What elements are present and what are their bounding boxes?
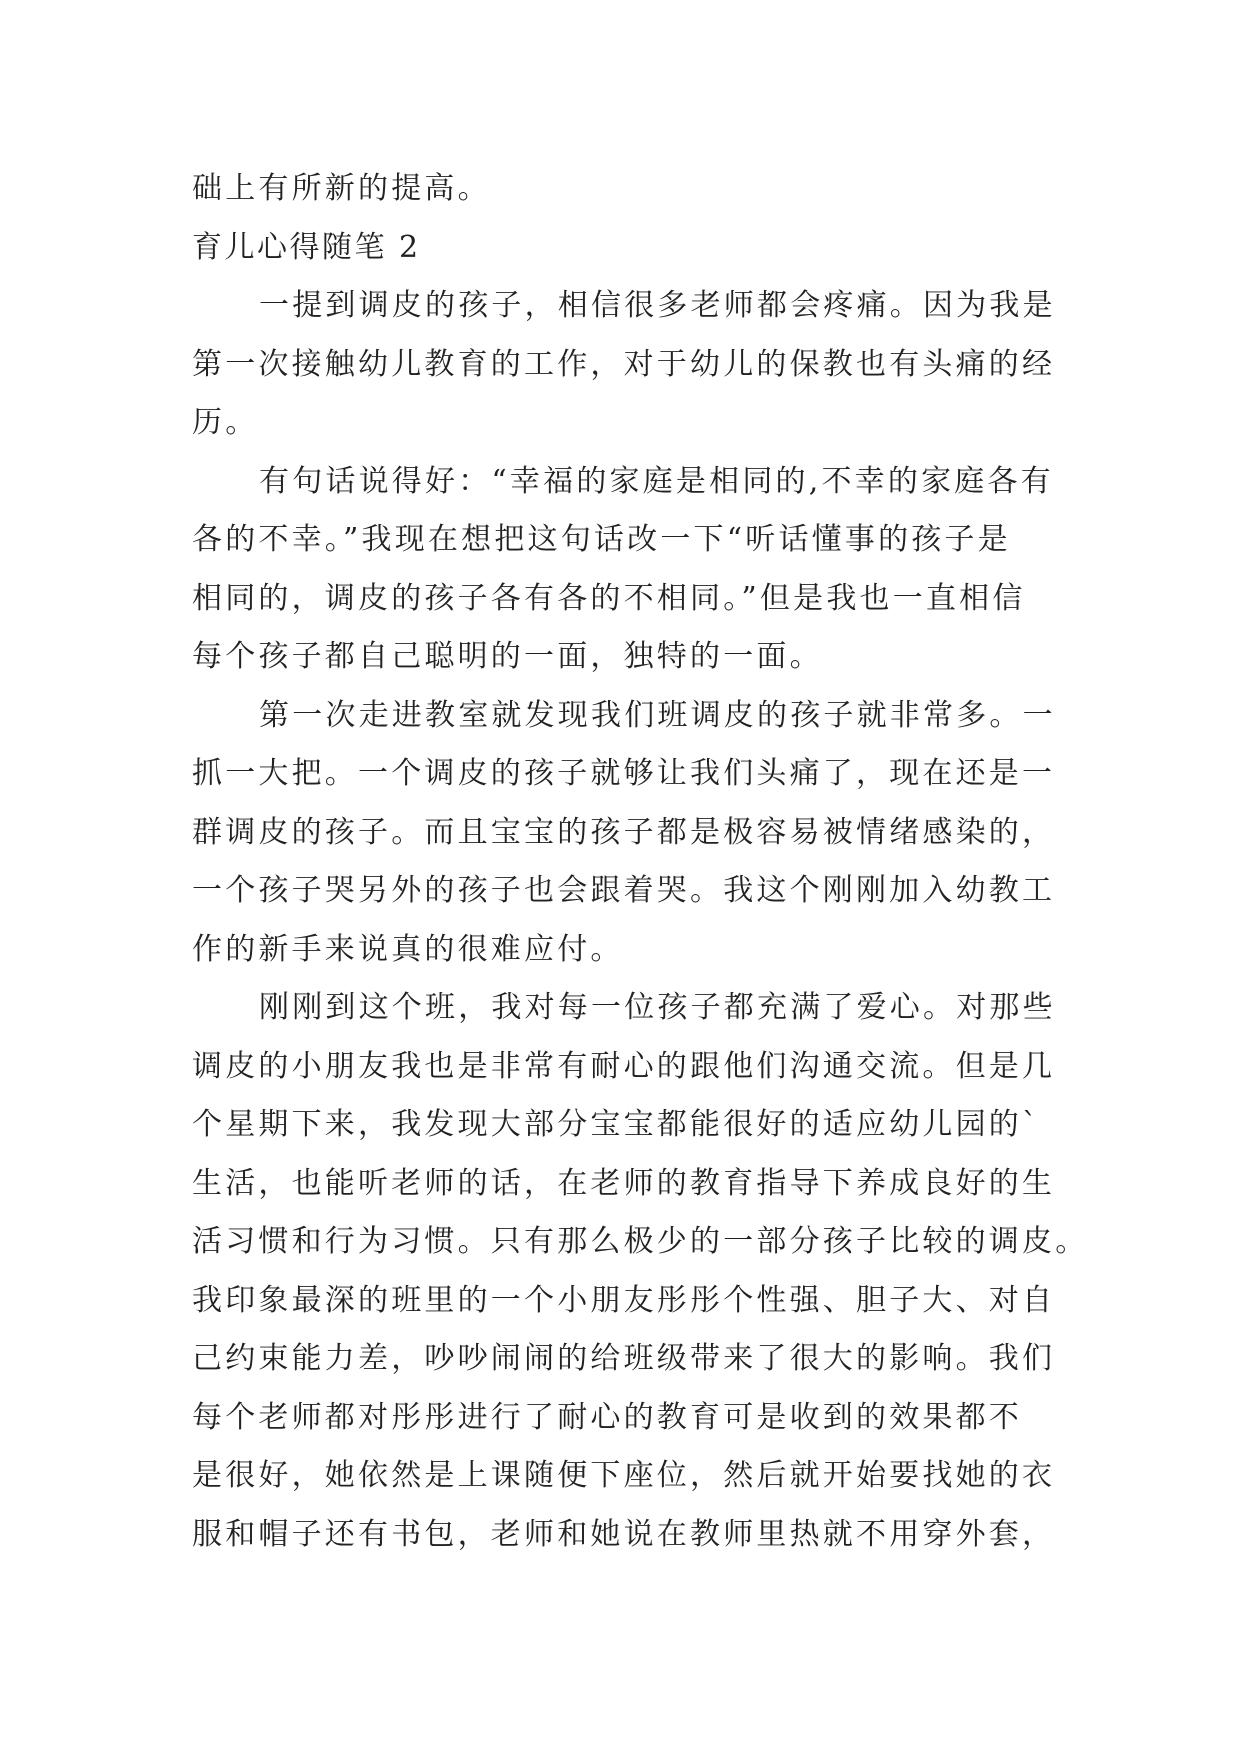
paragraph-line: 第一次接触幼儿教育的工作，对于幼儿的保教也有头痛的经 xyxy=(192,346,1056,382)
paragraph-3 xyxy=(192,687,1072,980)
paragraph-line: 有句话说得好：“幸福的家庭是相同的,不幸的家庭各有 xyxy=(259,463,1054,499)
paragraph-line: 各的不幸。”我现在想把这句话改一下“听话懂事的孩子是 xyxy=(192,522,1011,557)
paragraph-line: 己约束能力差，吵吵闹闹的给班级带来了很大的影响。我们 xyxy=(192,1341,1056,1376)
paragraph-line: 刚刚到这个班，我对每一位孩子都充满了爱心。对那些 xyxy=(259,990,1056,1025)
paragraph-line: 抓一大把。一个调皮的孩子就够让我们头痛了，现在还是一 xyxy=(192,756,1056,791)
paragraph-line: 历。 xyxy=(192,405,259,440)
paragraph-line: 活习惯和行为习惯。只有那么极少的一部分孩子比较的调皮。 xyxy=(192,1224,1089,1259)
paragraph-2 xyxy=(192,453,1072,687)
paragraph-line: 个星期下来，我发现大部分宝宝都能很好的适应幼儿园的` xyxy=(192,1107,1041,1142)
paragraph-line: 作的新手来说真的很难应付。 xyxy=(192,931,624,967)
paragraph-line: 群调皮的孩子。而且宝宝的孩子都是极容易被情绪感染的， xyxy=(192,814,1056,850)
paragraph-line: 每个老师都对彤彤进行了耐心的教育可是收到的效果都不 xyxy=(192,1399,1022,1435)
section-heading: 育儿心得随笔 2 xyxy=(192,229,421,265)
paragraph-line: 调皮的小朋友我也是非常有耐心的跟他们沟通交流。但是几 xyxy=(192,1048,1056,1084)
paragraph-line: 相同的，调皮的孩子各有各的不相同。”但是我也一直相信 xyxy=(192,580,1026,616)
paragraph-line: 一个孩子哭另外的孩子也会跟着哭。我这个刚刚加入幼教工 xyxy=(192,873,1056,908)
paragraph-1 xyxy=(192,277,1072,453)
paragraph-line: 一提到调皮的孩子，相信很多老师都会疼痛。因为我是 xyxy=(259,288,1056,323)
paragraph-line: 是很好，她依然是上课随便下座位，然后就开始要找她的衣 xyxy=(192,1458,1056,1493)
paragraph-line: 我印象最深的班里的一个小朋友彤彤个性强、胆子大、对自 xyxy=(192,1282,1056,1318)
paragraph-line: 服和帽子还有书包，老师和她说在教师里热就不用穿外套， xyxy=(192,1516,1056,1552)
paragraph-line: 第一次走进教室就发现我们班调皮的孩子就非常多。一 xyxy=(259,697,1056,733)
paragraph-4 xyxy=(192,979,1089,1564)
document-body xyxy=(192,160,1089,1564)
continuation-line: 础上有所新的提高。 xyxy=(192,171,491,206)
paragraph-line: 每个孩子都自己聪明的一面，独特的一面。 xyxy=(192,639,823,674)
paragraph-line: 生活，也能听老师的话，在老师的教育指导下养成良好的生 xyxy=(192,1165,1056,1201)
